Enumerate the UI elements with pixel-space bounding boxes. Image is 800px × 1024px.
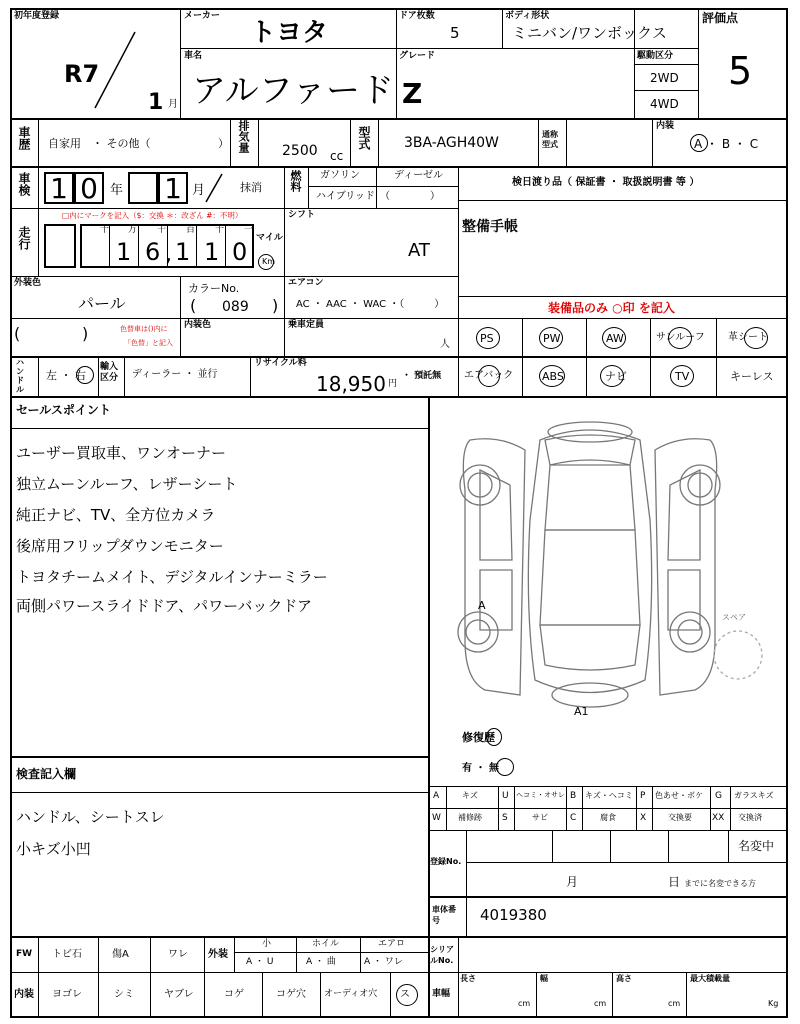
handle-value: 左 ・ 右 — [46, 369, 86, 382]
legend-xx-code: XX — [712, 813, 725, 823]
odo-digit-6: 0 — [232, 238, 248, 266]
reg-day: 日 — [668, 875, 681, 889]
fuel-hybrid-paren: （ ） — [380, 191, 440, 202]
aircon-label: エアコン — [288, 278, 324, 288]
maker-label: メーカー — [184, 11, 220, 21]
inspect-year-digit-2: 0 — [74, 172, 104, 204]
legend-u-text: ヘコミ・オサレ — [516, 791, 565, 799]
legend-p-text: 色あせ・ボケ — [655, 791, 703, 800]
odo-digit-5: 1 — [204, 238, 220, 266]
model-value: 3BA-AGH40W — [404, 135, 499, 151]
model-label: 型式 — [357, 126, 371, 150]
equip-keyless: キーレス — [730, 370, 774, 383]
fuel-label: 燃料 — [289, 170, 302, 192]
inspection-line-2: 小キズ小凹 — [16, 840, 91, 858]
odo-digit-2: 1 — [116, 238, 132, 266]
shift-value: AT — [408, 240, 430, 261]
chassis-label: 車体番号 — [432, 905, 456, 925]
fw-item-1: トビ石 — [52, 949, 82, 960]
ext-aero-vals: A ・ ワレ — [364, 957, 403, 967]
legend-u-code: U — [502, 791, 509, 801]
length-label: 長さ — [460, 974, 476, 983]
equip-leather: 革シート — [728, 332, 768, 343]
fuel-diesel: ディーゼル — [394, 170, 443, 181]
history-value: 自家用 ・ その他（ — [48, 137, 151, 150]
drive-label: 駆動区分 — [637, 51, 674, 61]
grade-label: グレード — [399, 51, 436, 61]
interior-color-label: 内装色 — [184, 320, 212, 330]
unit-hyaku: 百 — [186, 225, 196, 235]
grade-value: Z — [402, 77, 423, 110]
cc-unit: cc — [330, 149, 344, 163]
legend-c-code: C — [570, 813, 577, 823]
ext-label: 外装 — [208, 949, 228, 960]
era-year: R7 — [64, 60, 100, 88]
drive-2wd: 2WD — [650, 71, 679, 85]
maker-value: トヨタ — [250, 18, 329, 48]
legend-s-text: サビ — [532, 813, 548, 822]
import-label: 輸入区分 — [100, 362, 119, 383]
interior-label: 内装 — [656, 121, 675, 131]
legend-g-code: G — [715, 791, 722, 801]
unit-man: 万 — [128, 225, 138, 235]
yen-unit: 円 — [388, 379, 398, 389]
repaint-note-1: 色替車は()内に — [120, 325, 168, 333]
month-unit: 月 — [168, 99, 178, 110]
repair-label-circle — [486, 728, 502, 746]
inspect-month-digit-1 — [128, 172, 158, 204]
odometer-digit-0 — [44, 224, 76, 268]
unit-ichi: 一 — [244, 225, 254, 235]
name-value: アルファード — [192, 71, 394, 111]
interior-color-paren-close: ) — [82, 324, 89, 343]
capacity-unit: 人 — [440, 339, 450, 350]
width-label: 幅 — [540, 974, 548, 983]
repair-label: 修復歴 — [462, 731, 495, 744]
int-item-2: シミ — [114, 989, 134, 1000]
fw-label: FW — [16, 949, 33, 959]
chassis-value: 4019380 — [480, 906, 547, 924]
int-item-6: オーディオ穴 — [324, 989, 378, 999]
common-model-label: 通称型式 — [542, 130, 558, 149]
recycle-value: 18,950 — [316, 372, 386, 396]
legend-w-text: 補修跡 — [458, 813, 482, 822]
slash-mark — [90, 30, 140, 110]
sales-line-2: 独立ムーンルーフ、レザーシート — [16, 475, 238, 493]
legend-b-text: キズ・ヘコミ — [585, 791, 633, 800]
equip-pw-circle — [539, 327, 563, 349]
legend-c-text: 腐食 — [600, 813, 616, 822]
equip-airbag: エアバック — [464, 370, 514, 381]
aircon-options: AC ・ AAC ・ WAC ・（ ） — [296, 299, 445, 310]
serial-label: シリアルNo. — [430, 945, 454, 965]
exterior-color-value: パール — [78, 294, 126, 313]
odo-comma: , — [165, 242, 172, 267]
max-load-label: 最大積載量 — [690, 974, 730, 983]
sales-title: セールスポイント — [16, 403, 111, 417]
displacement-value: 2500 — [282, 143, 318, 159]
int-item-4: コゲ — [224, 989, 244, 1000]
score-label: 評価点 — [702, 11, 739, 25]
length-cm: cm — [518, 999, 531, 1008]
inspect-year-digit-1: 1 — [44, 172, 74, 204]
fw-item-3: ワレ — [168, 949, 188, 960]
equip-aw-circle — [602, 327, 626, 349]
ext-small-vals: A ・ U — [246, 957, 274, 967]
slash-mark-2 — [204, 172, 224, 204]
name-label: 車名 — [184, 51, 203, 61]
capacity-label: 乗車定員 — [288, 320, 325, 330]
legend-x-code: X — [640, 813, 647, 823]
odo-digit-4: 1 — [175, 238, 191, 266]
int-label: 内装 — [14, 989, 34, 1000]
erased-label: 抹消 — [240, 181, 262, 194]
int-item-7: ス — [400, 989, 410, 1000]
legend-s-code: S — [502, 813, 508, 823]
history-label: 車歴 — [17, 126, 31, 150]
fw-item-2: 傷A — [112, 949, 129, 960]
int-item-7-circle — [396, 984, 418, 1006]
equip-abs: ABS — [542, 370, 564, 383]
inspect-label: 車検 — [17, 172, 31, 196]
handle-right-circle — [76, 366, 94, 384]
first-reg-month: 1 — [148, 90, 164, 115]
inspection-line-1: ハンドル、シートスレ — [16, 808, 165, 826]
equip-pw: PW — [543, 332, 561, 345]
recycle-label: リサイクル料 — [254, 358, 307, 368]
reg-no-label: 登録No. — [430, 857, 462, 866]
displacement-label: 排気量 — [237, 120, 250, 153]
interior-color-paren-open: ( — [14, 324, 21, 343]
doors-label: ドア枚数 — [399, 11, 435, 21]
equip-abs-circle — [539, 365, 565, 387]
km-circle — [258, 254, 274, 270]
colorno-value: 089 — [222, 299, 249, 315]
month-unit-2: 月 — [192, 183, 206, 198]
height-cm: cm — [668, 999, 681, 1008]
ext-wheel: ホイル — [312, 939, 340, 949]
int-item-1: ヨゴレ — [52, 989, 82, 1000]
reg-deadline: までに名変できる方 — [684, 879, 756, 888]
height-label: 高さ — [616, 974, 632, 983]
ext-small: 小 — [262, 939, 272, 949]
sales-line-4: 後席用フリップダウンモニター — [16, 537, 224, 555]
deposit-none: ・ 預託無 — [402, 371, 442, 381]
legend-a-code: A — [433, 791, 440, 801]
width-cm: cm — [594, 999, 607, 1008]
score-value: 5 — [728, 49, 753, 93]
year-unit: 年 — [110, 183, 124, 198]
fuel-gasoline: ガソリン — [320, 170, 360, 181]
colorno-close-paren: ) — [272, 296, 279, 315]
legend-a-text: キズ — [462, 791, 478, 800]
max-load-kg: Kg — [768, 999, 779, 1008]
equip-ps-circle — [476, 327, 500, 349]
int-item-5: コゲ穴 — [276, 989, 306, 1000]
legend-w-code: W — [432, 813, 441, 823]
odo-digit-3: 6 — [145, 238, 161, 266]
int-item-3: ヤブレ — [164, 989, 194, 1000]
shift-label: シフト — [288, 210, 316, 220]
sales-line-5: トヨタチームメイト、デジタルインナーミラー — [16, 568, 328, 586]
sales-line-6: 両側パワースライドドア、パワーバックドア — [16, 597, 312, 615]
colorno-open-paren: ( — [190, 296, 197, 315]
delivered-docs: 検日渡り品（ 保証書 ・ 取扱説明書 等 ） — [512, 177, 700, 188]
repair-none-circle — [496, 758, 514, 776]
legend-p-code: P — [640, 791, 646, 801]
inspection-title: 検査記入欄 — [16, 767, 77, 781]
unit-ju: 十 — [215, 225, 225, 235]
interior-grade-circle — [690, 134, 708, 152]
first-reg-label: 初年度登録 — [14, 11, 60, 21]
body-value: ミニバン/ワンボックス — [512, 24, 667, 42]
equip-sunroof-circle — [668, 327, 692, 349]
equip-ps: PS — [480, 332, 494, 345]
fuel-hybrid: ハイブリッド — [316, 191, 375, 202]
legend-g-text: ガラスキズ — [734, 791, 774, 800]
reg-month: 月 — [566, 875, 579, 889]
equip-leather-circle — [744, 327, 768, 349]
doors-value: 5 — [450, 24, 460, 42]
odometer-label: 走行 — [17, 226, 31, 250]
equip-aw: AW — [606, 332, 624, 345]
equip-note: 装備品のみ ○印 を記入 — [548, 301, 675, 315]
spare-label: スペア — [722, 613, 746, 622]
odometer-note: □内にマークを記入（$：交換 ＊：改ざん #：不明） — [62, 211, 243, 220]
damage-mark-a: A — [478, 599, 486, 612]
unit-ju-man: 十 — [100, 225, 110, 235]
interior-grades: A ・ B ・ C — [694, 137, 759, 151]
equip-airbag-circle — [478, 365, 500, 387]
damage-mark-a1: A1 — [574, 705, 589, 718]
sales-line-3: 純正ナビ、TV、全方位カメラ — [16, 506, 216, 524]
legend-xx-text: 交換済 — [738, 813, 762, 822]
handle-label: ハンドル — [16, 358, 24, 394]
ext-aero: エアロ — [378, 939, 406, 949]
drive-4wd: 4WD — [650, 97, 679, 111]
km-unit: Km — [262, 257, 276, 266]
history-close: ） — [218, 137, 229, 150]
name-change-label: 名変中 — [738, 839, 775, 853]
sales-line-1: ユーザー買取車、ワンオーナー — [16, 444, 227, 462]
unit-sen: 千 — [157, 225, 167, 235]
equip-tv-circle — [670, 365, 694, 387]
ext-wheel-vals: A ・ 曲 — [306, 957, 336, 967]
maint-label: 整備手帳 — [462, 219, 518, 235]
equip-sunroof: サンルーフ — [656, 332, 705, 343]
legend-b-code: B — [570, 791, 577, 801]
mile-unit: マイル — [256, 233, 283, 243]
inspect-month-digit-2: 1 — [158, 172, 188, 204]
repaint-note-2: 「色替」と記入 — [124, 339, 173, 347]
legend-x-text: 交換要 — [668, 813, 692, 822]
size-label: 車幅 — [432, 989, 451, 999]
equip-tv: TV — [675, 370, 690, 383]
import-value: ディーラー ・ 並行 — [132, 369, 218, 380]
body-label: ボディ形状 — [505, 11, 550, 21]
colorno-label: カラーNo. — [188, 282, 240, 295]
car-damage-diagram — [440, 410, 780, 730]
exterior-color-label: 外装色 — [14, 278, 42, 288]
equip-navi-circle — [600, 365, 624, 387]
equip-navi: ナビ — [605, 370, 627, 383]
repair-value: 有 ・ 無 — [462, 763, 499, 774]
